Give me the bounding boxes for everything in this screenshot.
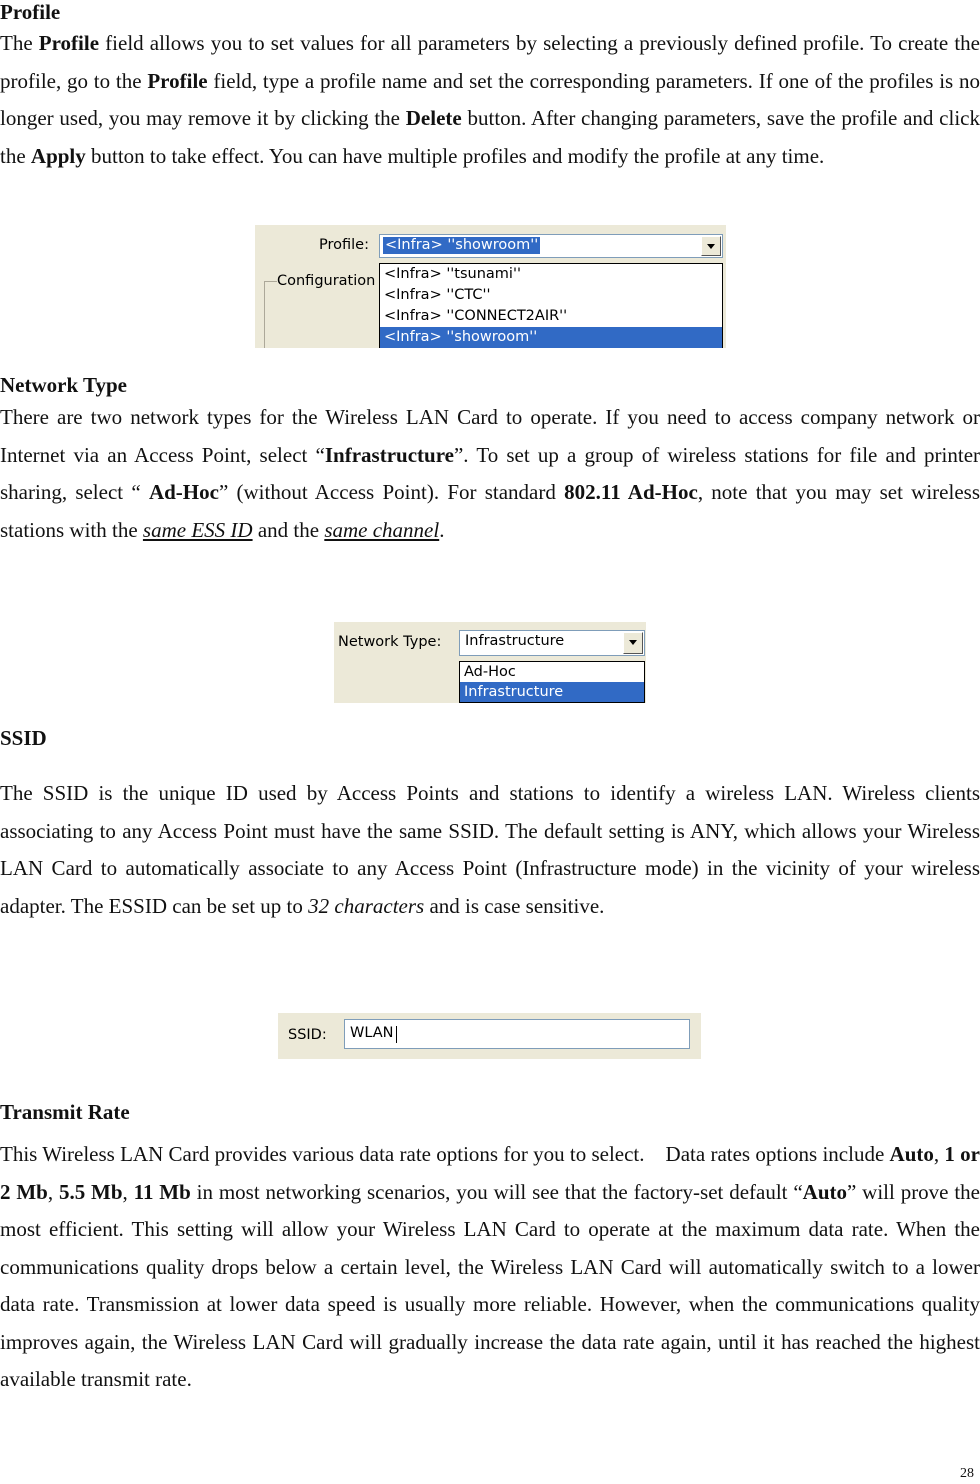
- network-type-option[interactable]: Ad-Hoc: [464, 664, 516, 680]
- profile-option[interactable]: <Infra> ''tsunami'': [384, 266, 521, 282]
- section-title-network-type: Network Type: [0, 373, 127, 397]
- config-group-border: [264, 281, 265, 348]
- text-cursor: [396, 1026, 397, 1043]
- ssid-paragraph: The SSID is the unique ID used by Access Points and stations to identify a wireless LAN. Wireless clients associating to any Access Point must have the same SSID. The default setting is ANY, which allows your Wireless LAN Card to automatically associate to any Access Point (Infrastructure mode) in the vicinity of your wireless adapter. The ESSID can be set up to 32 characters and is case sensitive.: [0, 781, 980, 918]
- ssid-label: SSID:: [288, 1027, 327, 1043]
- network-type-select[interactable]: [459, 630, 645, 656]
- transmit-rate-paragraph: This Wireless LAN Card provides various data rate options for you to select. Data rates options include Auto, 1 or 2 Mb, 5.5 Mb, 11 Mb in most networking scenarios, you will see that the factory-set default “Auto” will prove the most efficient. This setting will allow your Wireless LAN Card to operate at the maximum data rate. When the communications quality drops below a certain level, the Wireless LAN Card will automatically switch to a lower data rate. Transmission at lower data speed is usually more reliable. However, when the communications quality improves again, the Wireless LAN Card will gradually increase the data rate again, until it has reached the highest available transmit rate.: [0, 1142, 980, 1391]
- page-number: 28: [960, 1466, 974, 1481]
- network-type-label: Network Type:: [338, 634, 442, 650]
- ssid-input[interactable]: [344, 1019, 690, 1049]
- ssid-input-value: WLAN: [350, 1025, 394, 1041]
- network-type-screenshot: [334, 622, 646, 703]
- profile-selected-value: <Infra> ''showroom'': [385, 237, 539, 253]
- profile-label: Profile:: [319, 237, 369, 253]
- profile-paragraph: The Profile field allows you to set values for all parameters by selecting a previously defined profile. To create the profile, go to the Profile field, type a profile name and set the corresponding parameters. If one of the profiles is no longer used, you may remove it by clicking the Delete button. After changing parameters, save the profile and click the Apply button to take effect. You can have multiple profiles and modify the profile at any time.: [0, 31, 980, 168]
- network-type-dropdown-list: [459, 661, 645, 703]
- profile-option-selected[interactable]: <Infra> ''showroom'': [380, 327, 722, 348]
- profile-option[interactable]: <Infra> ''CONNECT2AIR'': [384, 308, 568, 324]
- profile-screenshot: [255, 225, 726, 348]
- ssid-screenshot: [278, 1013, 701, 1059]
- chevron-down-icon[interactable]: [701, 236, 721, 256]
- chevron-down-icon[interactable]: [623, 632, 643, 654]
- profile-select[interactable]: [379, 234, 723, 258]
- network-type-selected-value: Infrastructure: [465, 633, 565, 649]
- profile-dropdown-list: [379, 263, 723, 348]
- network-paragraph: There are two network types for the Wireless LAN Card to operate. If you need to access company network or Internet via an Access Point, select “Infrastructure”. To set up a group of wireless stations for file and printer sharing, select “ Ad-Hoc” (without Access Point). For standard 802.11 Ad-Hoc, note that you may set wireless stations with the same ESS ID and the same channel.: [0, 405, 980, 542]
- section-title-transmit-rate: Transmit Rate: [0, 1100, 130, 1124]
- profile-option[interactable]: <Infra> ''CTC'': [384, 287, 491, 303]
- section-title-profile: Profile: [0, 0, 61, 24]
- section-title-ssid: SSID: [0, 726, 47, 750]
- configuration-label: Configuration: [277, 273, 376, 289]
- network-type-option-selected[interactable]: Infrastructure: [460, 682, 644, 702]
